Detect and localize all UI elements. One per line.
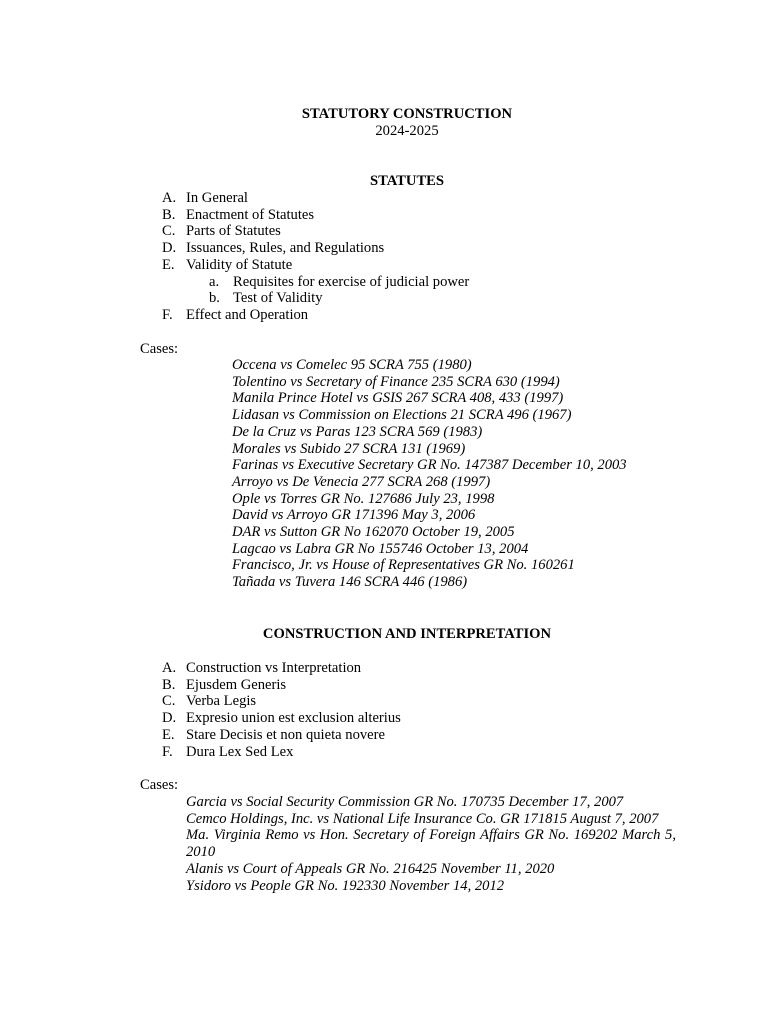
case-citation: Alanis vs Court of Appeals GR No. 216425 November 11, 2020 [186, 860, 555, 877]
case-citation: Tañada vs Tuvera 146 SCRA 446 (1986) [232, 574, 468, 591]
list-marker: E. [162, 256, 175, 273]
list-item [160, 307, 469, 324]
list-marker: B. [162, 206, 176, 223]
case-citation: Occena vs Comelec 95 SCRA 755 (1980) [232, 357, 472, 373]
list-marker: C. [162, 223, 176, 240]
case-citation: Garcia vs Social Security Commission GR No. 170735 December 17, 2007 [186, 794, 624, 810]
case-citation: Ople vs Torres GR No. 127686 July 23, 1998 [232, 490, 495, 507]
sub-list-item [160, 290, 469, 307]
list-marker: D. [162, 710, 177, 727]
list-marker: D. [162, 240, 177, 257]
list-item [160, 660, 401, 677]
case-citation: Tolentino vs Secretary of Finance 235 SCRA 630 (1994) [232, 373, 560, 390]
section-heading-statutes: STATUTES [369, 173, 445, 189]
list-marker: A. [162, 190, 177, 206]
list-item-text: Validity of Statute [186, 256, 293, 273]
case-citation: Farinas vs Executive Secretary GR No. 147387 December 10, 2003 [232, 457, 627, 474]
statutes-topic-list [160, 190, 469, 324]
list-item [160, 693, 401, 710]
cases-label: Cases: [140, 341, 179, 357]
list-marker: b. [209, 290, 220, 307]
list-item-text: Issuances, Rules, and Regulations [186, 240, 385, 257]
case-citation: David vs Arroyo GR 171396 May 3, 2006 [232, 507, 476, 524]
list-item [160, 677, 401, 694]
list-item-text: Requisites for exercise of judicial power [233, 273, 470, 290]
list-item-text: Dura Lex Sed Lex [186, 743, 294, 760]
section-heading-construction: CONSTRUCTION AND INTERPRETATION [262, 626, 552, 642]
list-item-text: Test of Validity [233, 290, 323, 307]
case-citation: De la Cruz vs Paras 123 SCRA 569 (1983) [232, 423, 483, 440]
list-marker: F. [162, 306, 173, 323]
document-title: STATUTORY CONSTRUCTION [301, 106, 513, 122]
cases-label: Cases: [140, 777, 179, 793]
case-citation: Francisco, Jr. vs House of Representatives GR No. 160261 [232, 557, 575, 574]
list-marker: E. [162, 726, 175, 743]
list-item-text: Stare Decisis et non quieta novere [186, 726, 385, 743]
list-item-text: Effect and Operation [186, 306, 309, 323]
document-year: 2024-2025 [375, 123, 439, 139]
case-citation: DAR vs Sutton GR No 162070 October 19, 2005 [232, 524, 515, 541]
list-item [160, 240, 469, 257]
list-item-text: Expresio union est exclusion alterius [186, 710, 401, 727]
sub-list-item [160, 274, 469, 291]
case-citation: Ma. Virginia Remo vs Hon. Secretary of Foreign Affairs GR No. 169202 March 5, 2010 [186, 827, 676, 861]
list-item-text: Construction vs Interpretation [186, 660, 362, 676]
list-item-text: Parts of Statutes [186, 223, 281, 240]
list-item-text: Verba Legis [186, 693, 257, 710]
case-citation: Cemco Holdings, Inc. vs National Life Insurance Co. GR 171815 August 7, 2007 [186, 810, 659, 827]
list-item-text: In General [186, 190, 248, 206]
statutes-case-list [232, 357, 627, 591]
case-citation: Ysidoro vs People GR No. 192330 November 14, 2012 [186, 877, 505, 894]
case-citation: Morales vs Subido 27 SCRA 131 (1969) [232, 440, 466, 457]
case-citation: Lidasan vs Commission on Elections 21 SCRA 496 (1967) [232, 407, 572, 424]
case-citation: Arroyo vs De Venecia 277 SCRA 268 (1997) [232, 473, 491, 490]
list-item [160, 257, 469, 274]
list-marker: A. [162, 660, 177, 676]
case-citation: Lagcao vs Labra GR No 155746 October 13, 2004 [232, 540, 529, 557]
list-item-text: Ejusdem Generis [186, 676, 287, 693]
list-item-text: Enactment of Statutes [186, 206, 315, 223]
list-item [160, 744, 401, 761]
list-item [160, 727, 401, 744]
list-marker: C. [162, 693, 176, 710]
list-item [160, 710, 401, 727]
list-item [160, 190, 469, 207]
list-marker: a. [209, 273, 220, 290]
list-item [160, 223, 469, 240]
list-marker: B. [162, 676, 176, 693]
list-marker: F. [162, 743, 173, 760]
case-citation: Manila Prince Hotel vs GSIS 267 SCRA 408, 433 (1997) [232, 390, 564, 407]
construction-topic-list [160, 660, 401, 760]
construction-case-list [186, 794, 676, 894]
list-item [160, 207, 469, 224]
